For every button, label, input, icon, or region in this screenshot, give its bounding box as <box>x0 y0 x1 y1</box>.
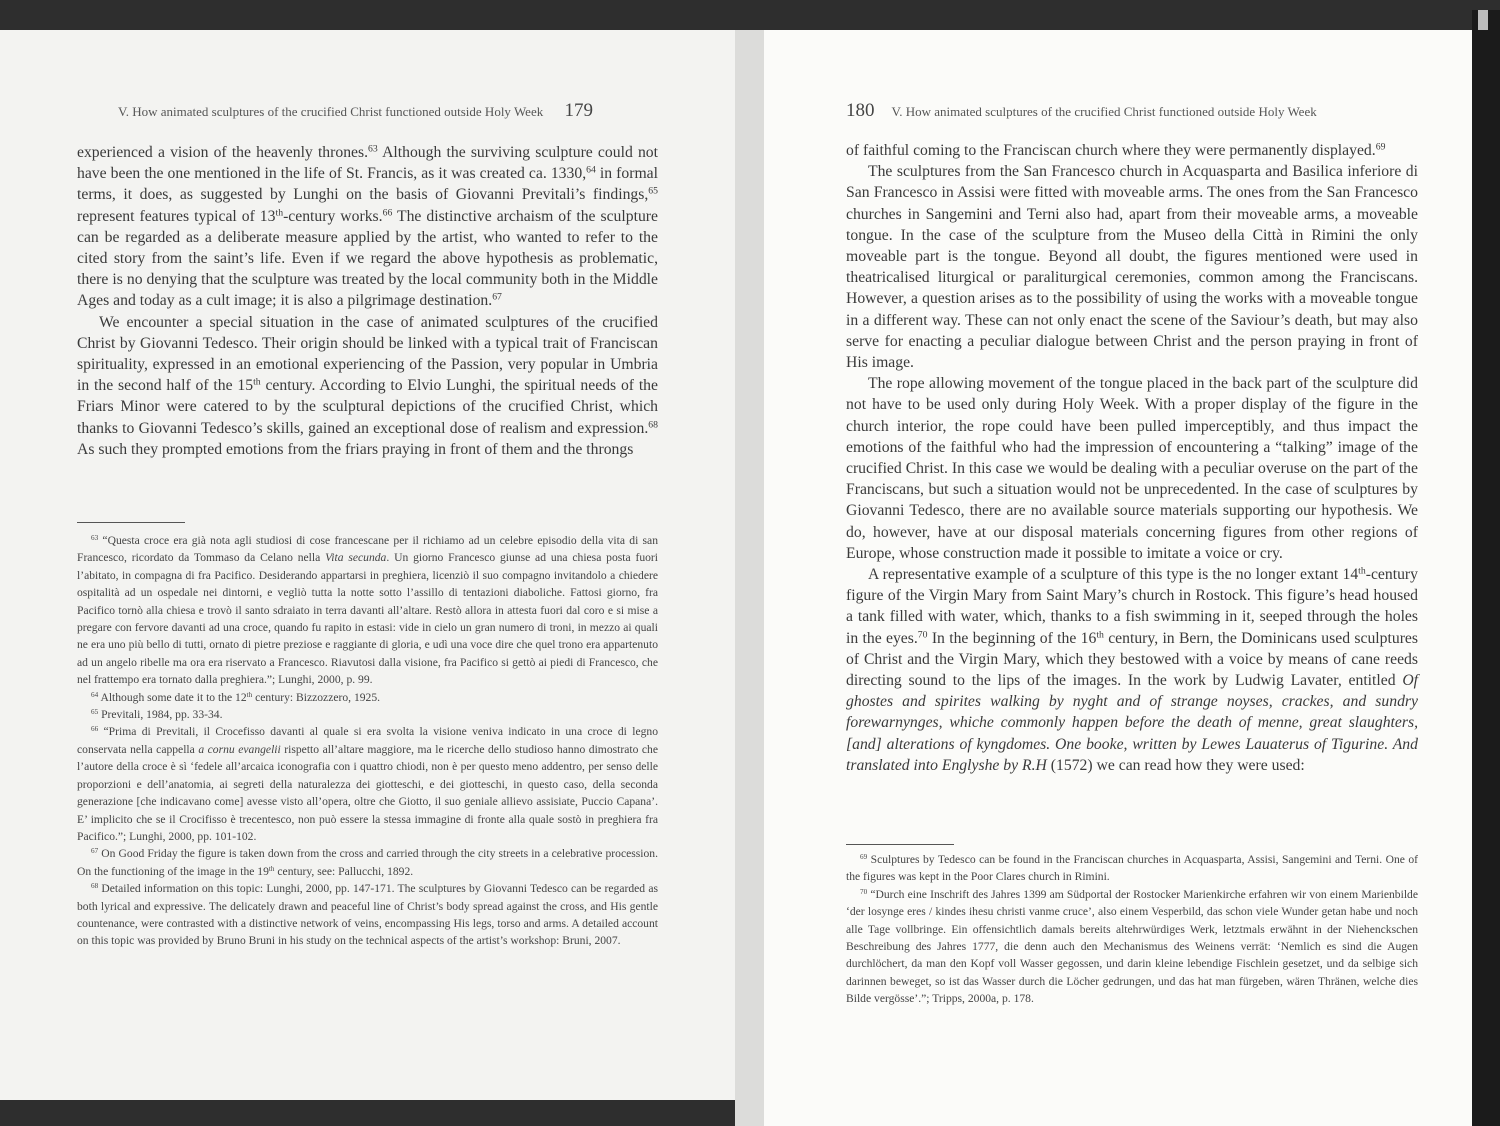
body-paragraph: experienced a vision of the heavenly thrones.$^{63}$ Although the surviving sculpture could not have been the one mentioned in the life of St. Francis, as it was created ca. 1330,64 in formal terms, it does, as suggested by Lunghi on the basis of Giovanni Previtali’s findings,$^{65}$ represent features typical of 13th-century works.$^{66}$ The distinctive archaism of the sculpture can be regarded as a deliberate measure applied by the artist, who wanted to refer to the cited story from the saint’s life. Even if we regard the above hypothesis as problematic, there is no denying that the sculpture was treated by the local community both in the Middle Ages and today as a cult image; it is also a pilgrimage destination.$^{67}$ <box>77 143 658 310</box>
footnote: $^{67}$ On Good Friday the figure is taken down from the cross and carried through the city streets in a celebrative procession. On the functioning of the image in the 19th century, see: Pallucchi, 1892. <box>77 847 658 878</box>
right-page <box>764 30 1472 1126</box>
left-page <box>0 30 735 1100</box>
running-header-text: V. How animated sculptures of the crucified Christ functioned outside Holy Week <box>891 104 1317 119</box>
running-header-left <box>118 100 593 122</box>
book-gutter <box>735 30 764 1126</box>
body-paragraph: of faithful coming to the Franciscan church where they were permanently displayed.$^{69}$ <box>846 141 1386 159</box>
footnote: $^{70}$ “Durch eine Inschrift des Jahres 1399 am Südportal der Rostocker Marienkirche erfahren wir von einem Marienbilde ‘der losynge eres / kindes ihesu christi vanme cruce’, also einem Vesperbild, das schon viele Wunder getan habe und noch alle Tage vollbringe. Ein offensichtlich damals bereits altehrwürdiges Werk, letztmals erwähnt in der Niehenckschen Beschreibung des Jahres 1777, die denn auch den Mechanismus des Weinens verrät: ‘Nemlich es sind die Augen durchlöchert, da man den Kopf voll Wasser gegossen, und darin kleine lebendige Fischlein gesetzet, und da selbige sich darinnen beweget, so ist das Wasser durch die Löcher gedrungen, und das hat man fürgeben, wären Thränen, welche dies Bilde vergösse’.”; Tripps, 2000a, p. 178. <box>846 887 1418 1006</box>
body-text-right <box>846 140 1418 776</box>
running-header-right <box>846 100 1317 122</box>
scan-edge-mark <box>1478 10 1488 30</box>
body-paragraph: A representative example of a sculpture of this type is the no longer extant 14th-century figure of the Virgin Mary from Saint Mary’s church in Rostock. This figure’s head housed a tank filled with water, which, thanks to a fish swimming in it, seeped through the holes in the eyes.$^{70}$ In the beginning of the 16th century, in Bern, the Dominicans used sculptures of Christ and the Virgin Mary, which they bestowed with a voice by means of cane reeds directing sound to the lips of the images. In the work by Ludwig Lavater, entitled Of ghostes and spirites walking by nyght and of strange noyses, crackes, and sundry forewarnynges, whiche commonly happen before the death of menne, great slaughters, [and] alterations of kyngdomes. One booke, written by Lewes Lauaterus of Tigurine. And translated into Englyshe by R.H (1572) we can read how they were used: <box>846 565 1418 774</box>
scan-edge <box>1472 10 1500 1126</box>
page-number: 180 <box>846 100 875 121</box>
footnotes-right <box>846 851 1418 1008</box>
running-header-text: V. How animated sculptures of the crucified Christ functioned outside Holy Week <box>118 104 544 119</box>
body-text-left <box>77 142 658 460</box>
footnote-separator <box>846 844 954 845</box>
footnotes-left <box>77 532 658 950</box>
body-paragraph: The sculptures from the San Francesco church in Acquasparta and Basilica inferiore di San Francesco in Assisi were fitted with moveable arms. The ones from the San Francesco churches in Sangemini and Terni also had, apart from their moveable arms, a moveable tongue. In the case of the sculpture from the Museo della Città in Rimini the only moveable part is the tongue. Beyond all doubt, the figures mentioned were used in theatricalised liturgical or paraliturgical ceremonies, common among the Franciscans. However, a question arises as to the possibility of using the works with a moveable tongue in a different way. These can not only enact the scene of the Saviour’s death, but may also serve for enacting a peculiar dialogue between Christ and the person praying in front of His image. <box>846 163 1418 372</box>
body-paragraph: We encounter a special situation in the case of animated sculptures of the crucified Christ by Giovanni Tedesco. Their origin should be linked with a typical trait of Franciscan spirituality, expressed in an emotional experiencing of the Passion, very popular in Umbria in the second half of the 15th century. According to Elvio Lunghi, the spiritual needs of the Friars Minor were catered to by the sculptural depictions of the crucified Christ, which thanks to Giovanni Tedesco’s skills, gained an exceptional dose of realism and expression.$^{68}$ As such they prompted emotions from the friars praying in front of them and the throngs <box>77 313 658 458</box>
footnote: $^{68}$ Detailed information on this topic: Lunghi, 2000, pp. 147-171. The sculptures by Giovanni Tedesco can be regarded as both lyrical and expressive. The delicately drawn and peaceful line of Christ’s body spread against the cross, and His gentle countenance, were contrasted with a distinctive network of veins, encompassing His legs, torso and arms. A detailed account on this topic was provided by Bruno Bruni in his study on the technical aspects of the artist’s workshop: Bruni, 2007. <box>77 882 658 948</box>
page-number: 179 <box>564 100 593 121</box>
footnote: $^{69}$ Sculptures by Tedesco can be found in the Franciscan churches in Acquasparta, Assisi, Sangemini and Terni. One of the figures was kept in the Poor Clares church in Rimini. <box>846 853 1418 884</box>
footnote: $^{66}$ “Prima di Previtali, il Crocefisso davanti al quale si era svolta la visione veniva indicato in una croce di legno conservata nella cappella a cornu evangelii rispetto all’altare maggiore, ma le ricerche dello studioso hanno dimostrato che l’autore della croce è sì ‘fedele all’arcaica iconografia con i quattro chiodi, non è per questo meno addentro, per senso delle proporzioni e dell’anatomia, ai segreti della naturalezza dei giotteschi, e dei giotteschi, in questo caso, della seconda generazione [che indicavano come] avesse visto all’opera, oltre che Giotto, il suo geniale allievo assisiate, Puccio Capana’. E’ implicito che se il Crocifisso è trecentesco, non può essere la stessa immagine di fronte alla quale sostò in preghiera fra Pacifico.”; Lunghi, 2000, pp. 101-102. <box>77 725 658 843</box>
body-paragraph: The rope allowing movement of the tongue placed in the back part of the sculpture did not have to be used only during Holy Week. With a proper display of the figure in the church interior, the rope could have been pulled imperceptibly, and thus impact the emotions of the faithful who had the impression of encountering a “talking” image of the crucified Christ. In this case we would be dealing with a peculiar overuse on the part of the Franciscans, but such a situation would not be unprecedented. In the case of sculptures by Giovanni Tedesco, there are no available source materials supporting our hypothesis. We do, however, have at our disposal materials concerning figures from other regions of Europe, whose construction made it possible to imitate a voice or cry. <box>846 375 1418 562</box>
footnote: $^{65}$ Previtali, 1984, pp. 33-34. <box>91 708 223 722</box>
footnote-separator <box>77 522 185 523</box>
footnote: $^{63}$ “Questa croce era già nota agli studiosi di cose francescane per il richiamo ad un celebre episodio della vita di san Francesco, ricordato da Tommaso da Celano nella Vita secunda. Un giorno Francesco giunse ad una chiesa posta fuori l’abitato, in compagna di fra Pacifico. Desiderando appartarsi in preghiera, licenziò il suo compagno invitandolo a chiedere ospitalità ad un ospedale nei dintorni, e vegliò tutta la notte sotto l’assillo di tentazioni diaboliche. Fattosi giorno, fra Pacifico tornò alla chiesa e trovò il santo sdraiato in terra davanti all’altare. Restò allora in attesta fuori dal coro e si mise a pregare con fervore davanti ad una croce, quando fu rapito in estasi: vide in cielo un gran numero di troni, in mezzo ai quali ne era uno più bello di tutti, ornato di pietre preziose e raggiante di gloria, e udì una voce dire che quel trono era appartenuto ad un angelo ribelle ma ora era riservato a Francesco. Riavutosi dalla visione, fra Pacifico si gettò ai piedi di Francesco, che nel frattempo era tornato dalla preghiera.”; Lunghi, 2000, p. 99. <box>77 534 658 687</box>
footnote: $^{64}$ Although some date it to the 12th century: Bizzozzero, 1925. <box>91 690 381 704</box>
